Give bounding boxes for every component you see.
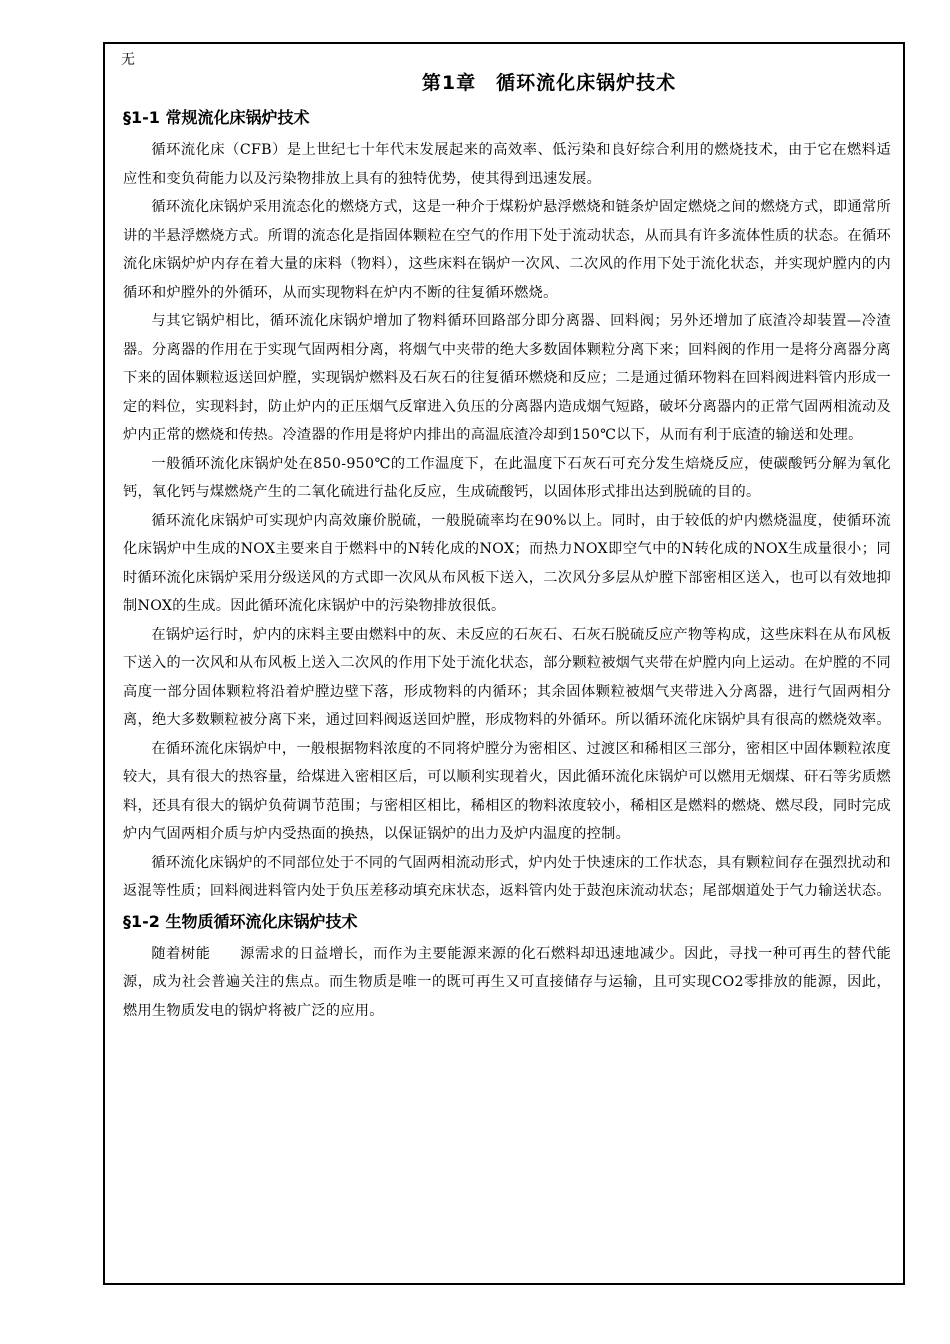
chapter-title: 第1章 循环流化床锅炉技术: [421, 72, 677, 94]
paragraph: 一般循环流化床锅炉处在850-950℃的工作温度下，在此温度下石灰石可充分发生焙烧反应，使碳酸钙分解为氧化钙，氧化钙与煤燃烧产生的二氧化硫进行盐化反应，生成硫酸钙，以固体形式排出达到脱硫的目的。: [123, 455, 891, 500]
corner-mark: 无: [121, 52, 135, 68]
paragraph: 循环流化床（CFB）是上世纪七十年代末发展起来的高效率、低污染和良好综合利用的燃烧技术，由于它在燃料适应性和变负荷能力以及污染物排放上具有的独特优势，使其得到迅速发展。: [123, 142, 891, 187]
paragraph: 循环流化床锅炉可实现炉内高效廉价脱硫，一般脱硫率均在90%以上。同时，由于较低的炉内燃烧温度，使循环流化床锅炉中生成的NOX主要来自于燃料中的N转化成的NOX；而热力NOX即空气中的N转化成的NOX生成量很小；同时循环流化床锅炉采用分级送风的方式即一次风从布风板下送入，二次风分多层从炉膛下部密相区送入，也可以有效地抑制NOX的生成。因此循环流化床锅炉中的污染物排放很低。: [123, 512, 891, 614]
paragraph: 随着树能 源需求的日益增长，而作为主要能源来源的化石燃料却迅速地减少。因此，寻找一种可再生的替代能源，成为社会普遍关注的焦点。而生物质是唯一的既可再生又可直接储存与运输，且可实现CO2零排放的能源，因此，燃用生物质发电的锅炉将被广泛的应用。: [123, 945, 891, 1019]
paragraph: 在循环流化床锅炉中，一般根据物料浓度的不同将炉膛分为密相区、过渡区和稀相区三部分，密相区中固体颗粒浓度较大，具有很大的热容量，给煤进入密相区后，可以顺利实现着火，因此循环流化床锅炉可以燃用无烟煤、矸石等劣质燃料，还具有很大的锅炉负荷调节范围；与密相区相比，稀相区的物料浓度较小，稀相区是燃料的燃烧、燃尽段，同时完成炉内气固两相介质与炉内受热面的换热，以保证锅炉的出力及炉内温度的控制。: [123, 740, 891, 842]
paragraph: 循环流化床锅炉的不同部位处于不同的气固两相流动形式，炉内处于快速床的工作状态，具有颗粒间存在强烈扰动和返混等性质；回料阀进料管内处于负压差移动填充床状态，返料管内处于鼓泡床流动状态；尾部烟道处于气力输送状态。: [123, 854, 891, 899]
section-heading-1: §1-1 常规流化床锅炉技术: [123, 108, 310, 127]
paragraph: 与其它锅炉相比，循环流化床锅炉增加了物料循环回路部分即分离器、回料阀；另外还增加了底渣冷却装置—冷渣器。分离器的作用在于实现气固两相分离，将烟气中夹带的绝大多数固体颗粒分离下来；回料阀的作用一是将分离器分离下来的固体颗粒返送回炉膛，实现锅炉燃料及石灰石的往复循环燃烧和反应；二是通过循环物料在回料阀进料管内形成一定的料位，实现料封，防止炉内的正压烟气反窜进入负压的分离器内造成烟气短路，破坏分离器内的正常气固两相流动及炉内正常的燃烧和传热。冷渣器的作用是将炉内排出的高温底渣冷却到150℃以下，从而有利于底渣的输送和处理。: [123, 313, 891, 443]
page-content: [123, 106, 891, 1025]
section-heading-2: §1-2 生物质循环流化床锅炉技术: [123, 911, 358, 931]
paragraph: 在锅炉运行时，炉内的床料主要由燃料中的灰、未反应的石灰石、石灰石脱硫反应产物等构成，这些床料在从布风板下送入的一次风和从布风板上送入二次风的作用下处于流化状态，部分颗粒被烟气夹带在炉膛内向上运动。在炉膛的不同高度一部分固体颗粒将沿着炉膛边壁下落，形成物料的内循环；其余固体颗粒被烟气夹带进入分离器，进行气固两相分离，绝大多数颗粒被分离下来，通过回料阀返送回炉膛，形成物料的外循环。所以循环流化床锅炉具有很高的燃烧效率。: [123, 626, 891, 728]
page-frame: [103, 42, 905, 1285]
paragraph: 循环流化床锅炉采用流态化的燃烧方式，这是一种介于煤粉炉悬浮燃烧和链条炉固定燃烧之间的燃烧方式，即通常所讲的半悬浮燃烧方式。所谓的流态化是指固体颗粒在空气的作用下处于流动状态，从而具有许多流体性质的状态。在循环流化床锅炉炉内存在着大量的床料（物料），这些床料在锅炉一次风、二次风的作用下处于流化状态，并实现炉膛内的内循环和炉膛外的外循环，从而实现物料在炉内不断的往复循环燃烧。: [123, 199, 891, 301]
